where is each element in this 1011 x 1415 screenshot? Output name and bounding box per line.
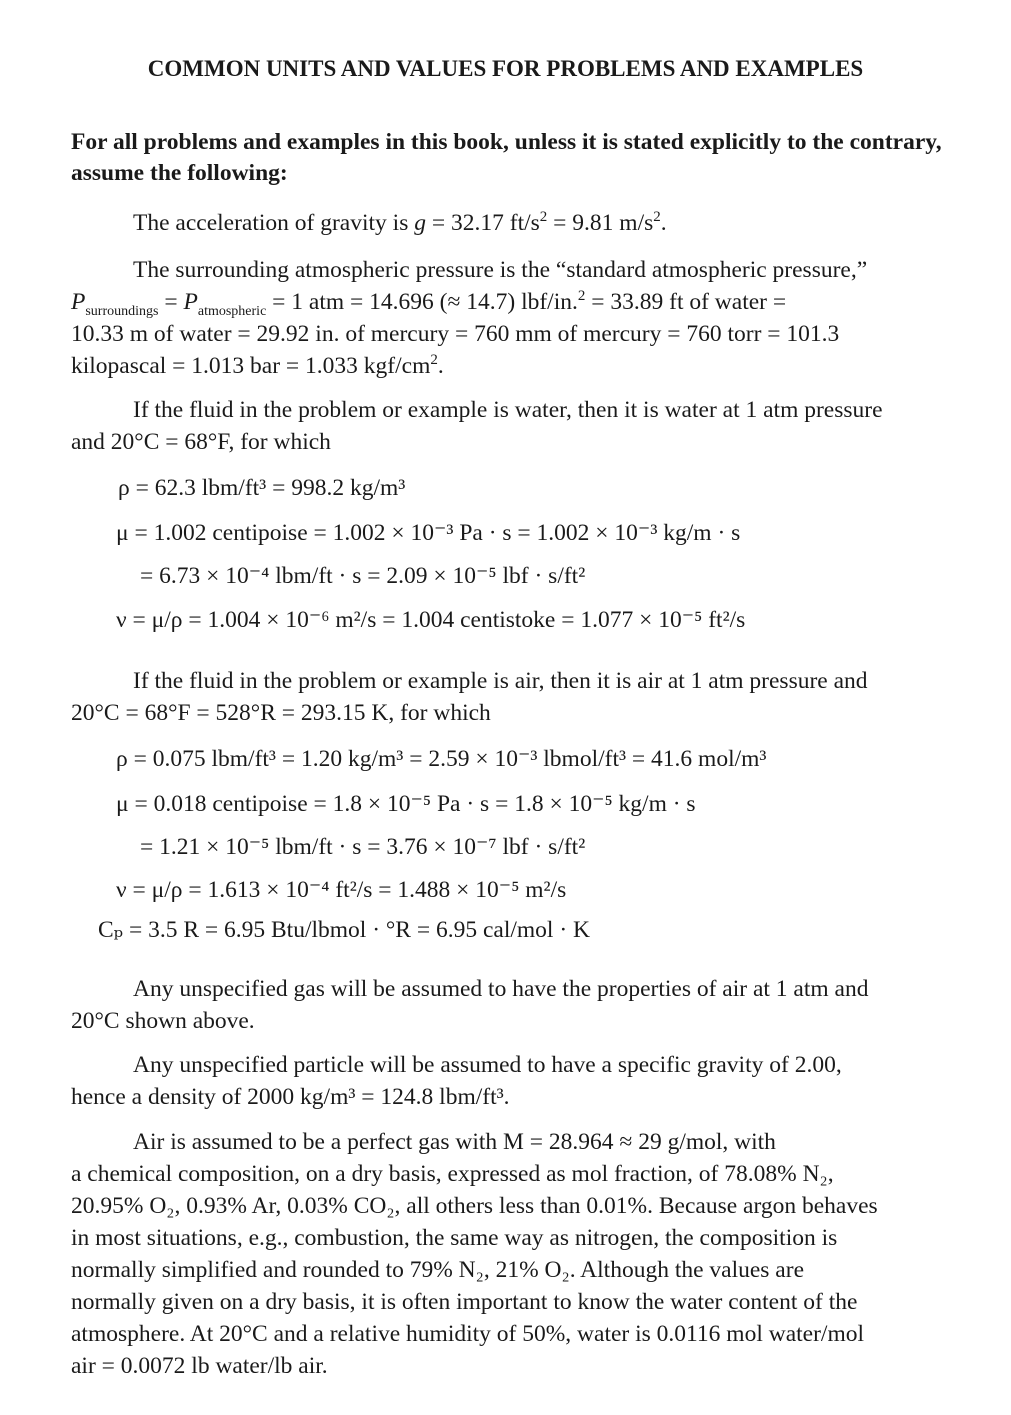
gravity-period: .: [660, 210, 667, 236]
composition-line-8: air = 0.0072 lb water/lb air.: [71, 1353, 328, 1379]
gravity-val-ft: = 32.17 ft/s: [431, 210, 540, 236]
air-viscosity: μ = 0.018 centipoise = 1.8 × 10⁻⁵ Pa · s = 1.8 × 10⁻⁵ kg/m · s: [116, 791, 696, 817]
water-viscosity-imperial: = 6.73 × 10⁻⁴ lbm/ft · s = 2.09 × 10⁻⁵ lbf · s/ft²: [140, 563, 586, 589]
composition-line-1: Air is assumed to be a perfect gas with M = 28.964 ≈ 29 g/mol, with: [133, 1129, 776, 1155]
gravity-text: The acceleration of gravity is: [133, 210, 409, 236]
pressure-sub-surroundings: surroundings: [85, 304, 159, 319]
air-kinematic-viscosity: ν = μ/ρ = 1.613 × 10⁻⁴ ft²/s = 1.488 × 10⁻⁵ m²/s: [116, 877, 567, 903]
gas-line-2: 20°C shown above.: [71, 1008, 255, 1034]
particle-line-2: hence a density of 2000 kg/m³ = 124.8 lbm/ft³.: [71, 1084, 510, 1110]
gravity-symbol: g: [414, 210, 426, 236]
pressure-line-4-text: kilopascal = 1.013 bar = 1.033 kgf/cm: [71, 353, 431, 379]
pressure-sub-atmospheric: atmospheric: [197, 304, 267, 319]
pressure-water: = 33.89 ft of water =: [591, 289, 787, 315]
gas-line-1: Any unspecified gas will be assumed to have the properties of air at 1 atm and: [133, 976, 869, 1002]
page-title: COMMON UNITS AND VALUES FOR PROBLEMS AND EXAMPLES: [147, 56, 864, 81]
air-heat-capacity: Cₚ = 3.5 R = 6.95 Btu/lbmol · °R = 6.95 cal/mol · K: [98, 917, 590, 943]
water-viscosity: μ = 1.002 centipoise = 1.002 × 10⁻³ Pa · s = 1.002 × 10⁻³ kg/m · s: [116, 520, 741, 546]
composition-line-7: atmosphere. At 20°C and a relative humidity of 50%, water is 0.0116 mol water/mol: [71, 1321, 864, 1347]
gravity-exp-2: 2: [653, 209, 661, 225]
pressure-line-4-exp: 2: [430, 352, 438, 368]
water-density: ρ = 62.3 lbm/ft³ = 998.2 kg/m³: [118, 475, 406, 501]
water-intro-2: and 20°C = 68°F, for which: [71, 429, 331, 455]
air-intro-1: If the fluid in the problem or example is air, then it is air at 1 atm pressure and: [133, 668, 868, 694]
water-intro-1: If the fluid in the problem or example is water, then it is water at 1 atm pressure: [133, 397, 883, 423]
composition-line-4: in most situations, e.g., combustion, the same way as nitrogen, the composition is: [71, 1225, 838, 1251]
gravity-exp-1: 2: [539, 209, 548, 225]
gravity-val-m: = 9.81 m/s: [553, 210, 654, 236]
air-intro-2: 20°C = 68°F = 528°R = 293.15 K, for which: [71, 700, 491, 726]
intro-statement: For all problems and examples in this book, unless it is stated explicitly to the contrary, assume the following:: [71, 129, 942, 186]
pressure-symbol-2: P: [183, 289, 198, 315]
pressure-line-3: 10.33 m of water = 29.92 in. of mercury = 760 mm of mercury = 760 torr = 101.3: [71, 321, 840, 347]
composition-line-6: normally given on a dry basis, it is often important to know the water content of the: [71, 1289, 858, 1315]
pressure-line-1: The surrounding atmospheric pressure is the “standard atmospheric pressure,”: [133, 257, 868, 283]
composition-line-5: normally simplified and rounded to 79% N₂, 21% O₂. Although the values are: [71, 1257, 804, 1283]
pressure-values: = 1 atm = 14.696 (≈ 14.7) lbf/in.: [272, 289, 578, 315]
air-density: ρ = 0.075 lbm/ft³ = 1.20 kg/m³ = 2.59 × 10⁻³ lbmol/ft³ = 41.6 mol/m³: [116, 746, 767, 772]
gravity-line: [133, 208, 667, 239]
pressure-line-2: $P_{surroundings} = P_{atmospheric} = 1$ atm = 14.696 (≈ 14.7) lbf/in.$^2$ = 33.89 ft of water =: [71, 288, 787, 319]
composition-line-2: a chemical composition, on a dry basis, expressed as mol fraction, of 78.08% N₂,: [71, 1161, 834, 1187]
pressure-exp: 2: [577, 288, 586, 304]
particle-line-1: Any unspecified particle will be assumed to have a specific gravity of 2.00,: [133, 1052, 842, 1078]
pressure-symbol-1: P: [71, 289, 86, 315]
composition-line-3: 20.95% O₂, 0.93% Ar, 0.03% CO₂, all others less than 0.01%. Because argon behaves: [71, 1193, 878, 1219]
pressure-line-4-end: .: [437, 353, 444, 379]
water-kinematic-viscosity: ν = μ/ρ = 1.004 × 10⁻⁶ m²/s = 1.004 centistoke = 1.077 × 10⁻⁵ ft²/s: [116, 607, 746, 633]
air-viscosity-imperial: = 1.21 × 10⁻⁵ lbm/ft · s = 3.76 × 10⁻⁷ lbf · s/ft²: [140, 834, 586, 860]
pressure-line-4: [71, 351, 444, 382]
